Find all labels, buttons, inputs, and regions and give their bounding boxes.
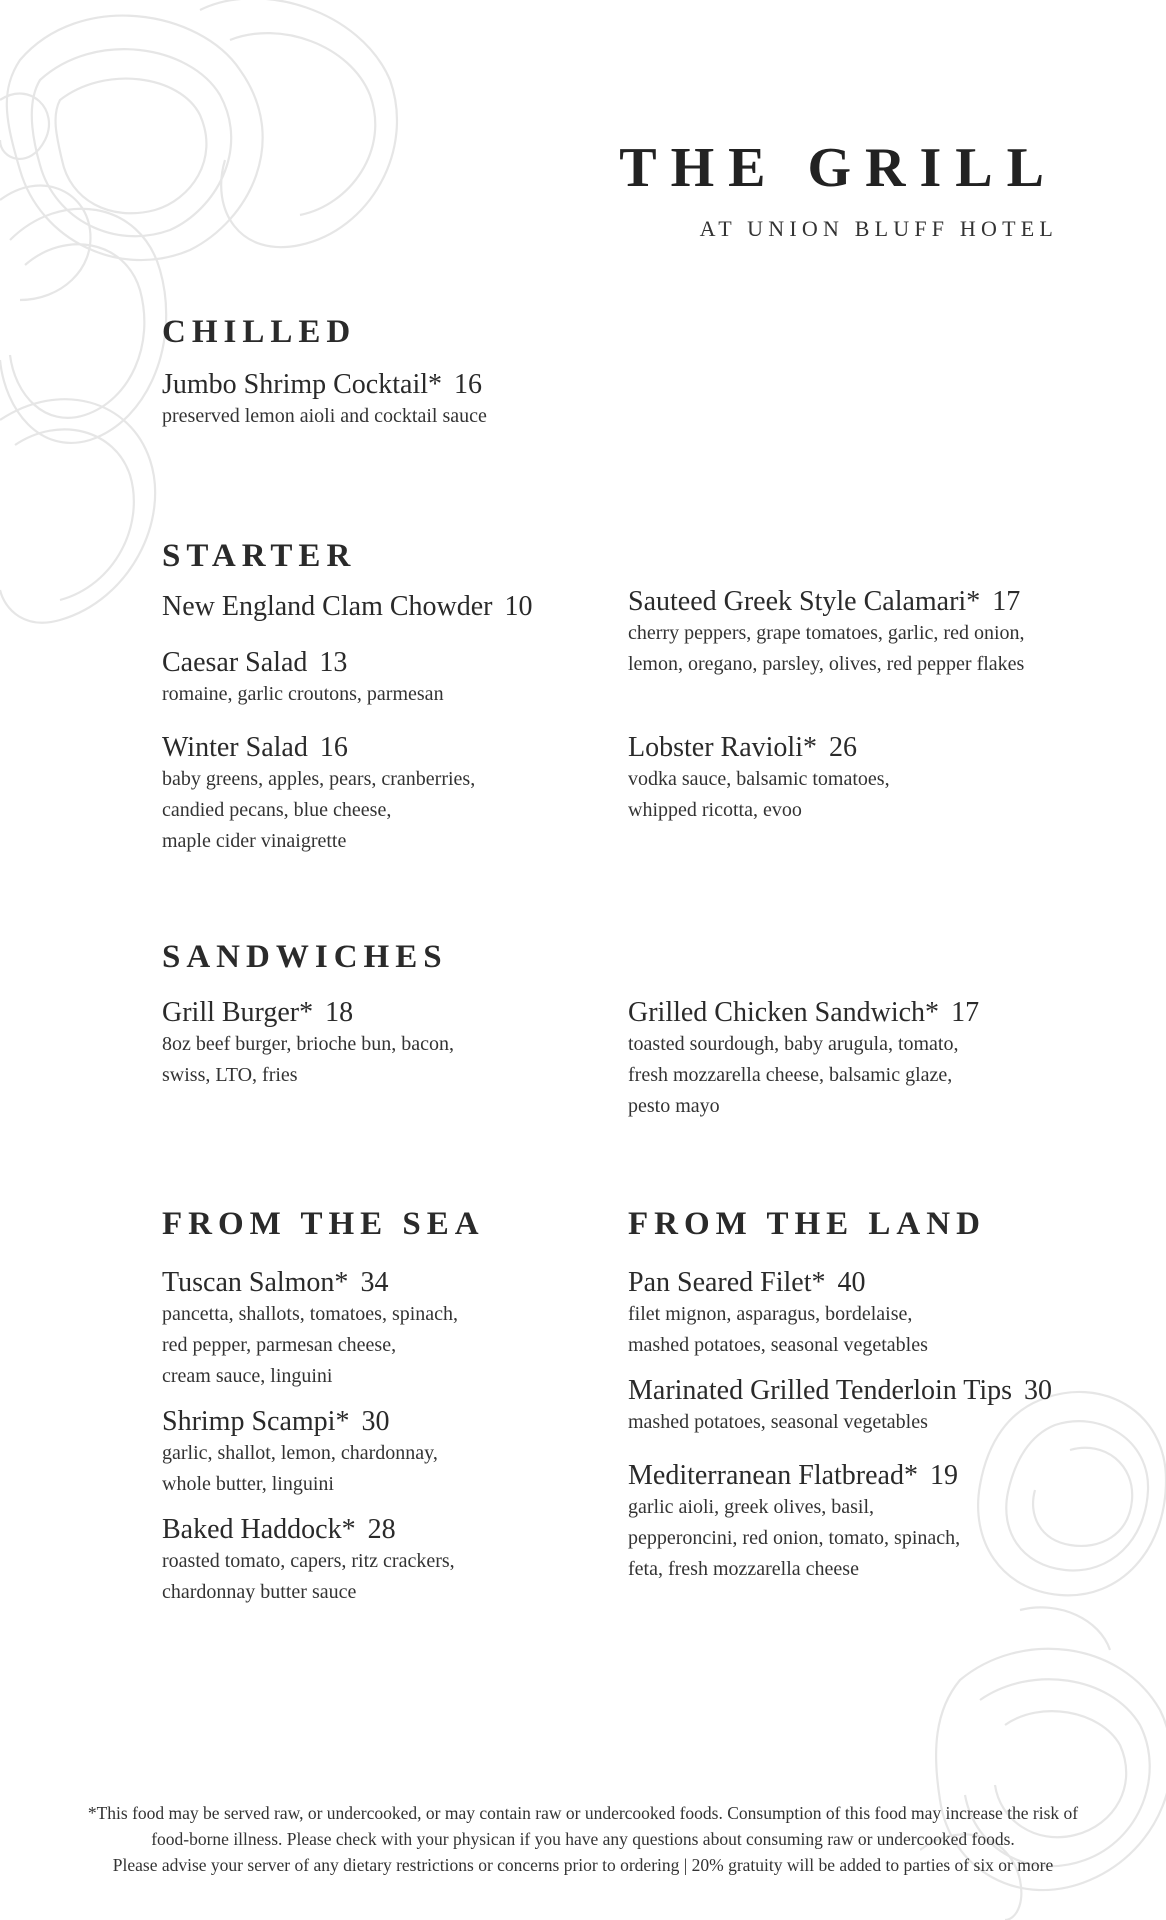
- item-name: Grilled Chicken Sandwich*: [628, 997, 940, 1028]
- menu-item: [162, 647, 444, 710]
- section-title-from-the-land: FROM THE LAND: [628, 1206, 986, 1242]
- item-description-line: vodka sauce, balsamic tomatoes,: [628, 768, 890, 791]
- menu-item: [628, 586, 1025, 680]
- item-description-line: mashed potatoes, seasonal vegetables: [628, 1334, 928, 1357]
- item-description-line: roasted tomato, capers, ritz crackers,: [162, 1550, 455, 1573]
- item-description-line: baby greens, apples, pears, cranberries,: [162, 768, 476, 791]
- restaurant-brand: [619, 137, 1058, 242]
- item-name: Caesar Salad: [162, 647, 308, 678]
- item-description-line: 8oz beef burger, brioche bun, bacon,: [162, 1033, 455, 1056]
- item-description-line: maple cider vinaigrette: [162, 830, 347, 853]
- section-title-sandwiches: SANDWICHES: [162, 939, 448, 975]
- item-description: preserved lemon aioli and cocktail sauce: [162, 405, 487, 428]
- item-name: Lobster Ravioli*: [628, 732, 817, 763]
- menu-item: [628, 732, 890, 826]
- item-price: 30: [361, 1406, 390, 1437]
- item-name: Grill Burger*: [162, 997, 314, 1028]
- item-name: Shrimp Scampi*: [162, 1406, 350, 1437]
- item-name: Baked Haddock*: [162, 1514, 356, 1545]
- menu-item: [628, 1460, 960, 1585]
- item-description-line: toasted sourdough, baby arugula, tomato,: [628, 1033, 959, 1056]
- item-description-line: fresh mozzarella cheese, balsamic glaze,: [628, 1064, 953, 1087]
- allergen-disclaimer: [0, 1800, 1166, 1878]
- item-description-line: whole butter, linguini: [162, 1473, 334, 1496]
- menu-item: [628, 997, 979, 1122]
- item-name: Marinated Grilled Tenderloin Tips: [628, 1375, 1013, 1406]
- menu-item: [162, 1406, 438, 1500]
- item-name: Jumbo Shrimp Cocktail*: [162, 369, 442, 400]
- item-description-line: garlic, shallot, lemon, chardonnay,: [162, 1442, 438, 1465]
- item-description: mashed potatoes, seasonal vegetables: [628, 1411, 928, 1434]
- item-price: 40: [837, 1267, 866, 1298]
- item-description-line: filet mignon, asparagus, bordelaise,: [628, 1303, 913, 1326]
- item-description-line: chardonnay butter sauce: [162, 1581, 357, 1604]
- menu-item: [162, 997, 454, 1091]
- item-description-line: garlic aioli, greek olives, basil,: [628, 1496, 875, 1519]
- menu-item: [162, 369, 487, 432]
- menu-item: [628, 1267, 928, 1361]
- menu-item: [162, 732, 475, 857]
- item-price: 19: [929, 1460, 958, 1491]
- item-price: 17: [951, 997, 980, 1028]
- item-price: 10: [504, 591, 533, 622]
- item-price: 17: [992, 586, 1021, 617]
- item-description-line: pepperoncini, red onion, tomato, spinach,: [628, 1527, 961, 1550]
- section-from-the-sea: [162, 1208, 485, 1241]
- disclaimer-line: *This food may be served raw, or undercooked, or may contain raw or undercooked foods. Consumption of this food may increase the risk of: [87, 1803, 1079, 1823]
- section-from-the-land: [628, 1208, 986, 1241]
- item-description-line: candied pecans, blue cheese,: [162, 799, 392, 822]
- section-title-starter: STARTER: [162, 538, 357, 574]
- menu-item: [162, 1267, 458, 1392]
- item-price: 18: [325, 997, 354, 1028]
- item-price: 16: [454, 369, 482, 400]
- item-price: 13: [319, 647, 348, 678]
- item-price: 16: [319, 732, 348, 763]
- item-price: 28: [367, 1514, 396, 1545]
- item-name: Pan Seared Filet*: [628, 1267, 826, 1298]
- section-starter: [162, 540, 356, 573]
- item-name: New England Clam Chowder: [162, 591, 493, 622]
- section-chilled: [162, 316, 356, 349]
- item-description-line: pancetta, shallots, tomatoes, spinach,: [162, 1303, 459, 1326]
- item-name: Sauteed Greek Style Calamari*: [628, 586, 981, 617]
- section-title-from-the-sea: FROM THE SEA: [162, 1206, 485, 1242]
- restaurant-subtitle: AT UNION BLUFF HOTEL: [699, 216, 1058, 241]
- item-description-line: pesto mayo: [628, 1095, 720, 1118]
- item-description-line: feta, fresh mozzarella cheese: [628, 1558, 859, 1581]
- item-name: Winter Salad: [162, 732, 308, 763]
- item-description-line: whipped ricotta, evoo: [628, 799, 802, 822]
- item-description-line: cream sauce, linguini: [162, 1365, 333, 1388]
- item-description-line: swiss, LTO, fries: [162, 1064, 298, 1087]
- item-description-line: lemon, oregano, parsley, olives, red pepper flakes: [628, 653, 1025, 676]
- menu-item: [628, 1375, 1052, 1438]
- item-description: romaine, garlic croutons, parmesan: [162, 683, 444, 706]
- disclaimer-line: Please advise your server of any dietary restrictions or concerns prior to ordering | 20% gratuity will be added to parties of six or more: [112, 1855, 1054, 1875]
- item-name: Mediterranean Flatbread*: [628, 1460, 918, 1491]
- item-description-line: cherry peppers, grape tomatoes, garlic, red onion,: [628, 622, 1025, 645]
- menu-item: [162, 591, 533, 623]
- item-price: 30: [1024, 1375, 1053, 1406]
- disclaimer-line: food-borne illness. Please check with your physican if you have any questions about consuming raw or undercooked foods.: [151, 1829, 1015, 1849]
- section-title-chilled: CHILLED: [162, 314, 357, 350]
- item-name: Tuscan Salmon*: [162, 1267, 349, 1298]
- section-sandwiches: [162, 941, 448, 974]
- menu-item: [162, 1514, 455, 1608]
- item-description-line: red pepper, parmesan cheese,: [162, 1334, 397, 1357]
- item-price: 26: [828, 732, 857, 763]
- item-price: 34: [360, 1267, 389, 1298]
- restaurant-title: THE GRILL: [619, 137, 1058, 199]
